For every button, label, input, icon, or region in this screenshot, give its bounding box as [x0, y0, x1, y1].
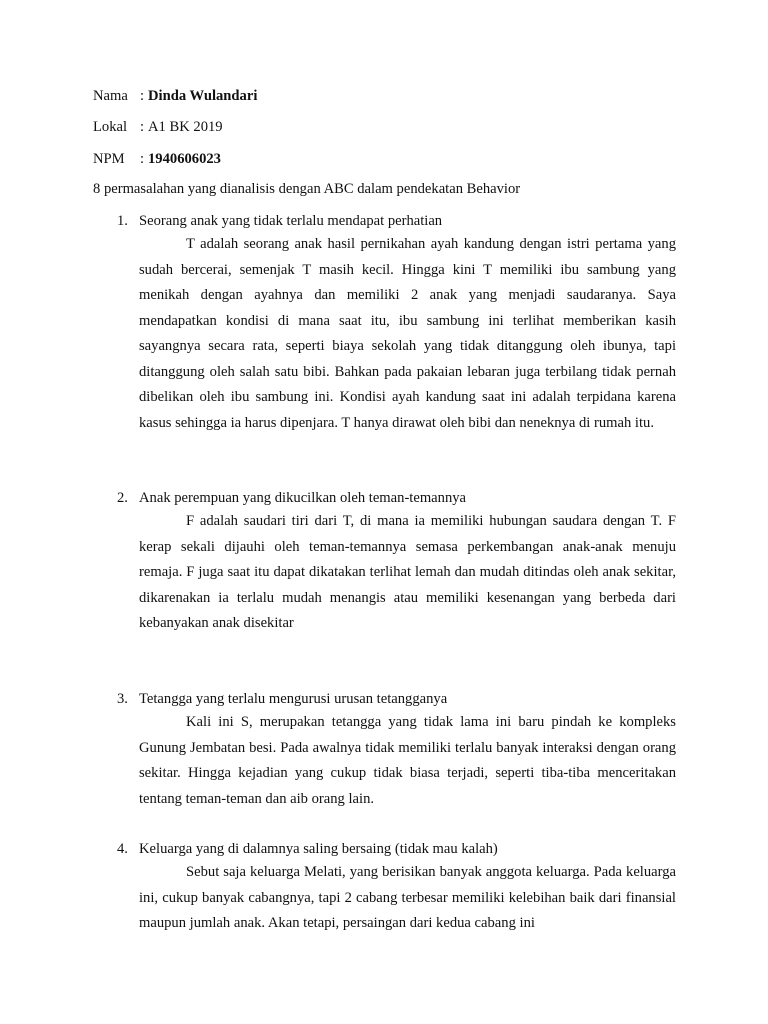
list-item-body: Sebut saja keluarga Melati, yang berisikan banyak anggota keluarga. Pada keluarga ini, cukup banyak cabangnya, tapi 2 cabang terbesar memiliki kelebihan baik dari finansial maupun jumlah anak. Akan tetapi, persaingan dari kedua cabang ini: [139, 864, 676, 931]
lokal-row: [93, 117, 223, 137]
list-item: [117, 210, 677, 451]
list-item-number: 4.: [117, 841, 128, 857]
list-item-body: F adalah saudari tiri dari T, di mana ia memiliki hubungan saudara dengan T. F kerap sekali dijauhi oleh teman-temannya semasa perkembangan anak-anak menuju remaja. F juga saat itu dapat dikatakan terlihat lemah dan mudah ditindas oleh anak sekitar, dikarenakan ia terlalu mudah menangis atau memiliki kesenangan yang berbeda dari kebanyakan anak disekitar: [139, 513, 676, 631]
list-item-heading: [117, 838, 677, 860]
list-item: [117, 487, 677, 651]
npm-value: 1940606023: [148, 151, 221, 167]
list-item-title: Tetangga yang terlalu mengurusi urusan tetangganya: [139, 691, 448, 707]
list-item-number: 3.: [117, 691, 128, 707]
list-item-number: 2.: [117, 490, 128, 506]
name-separator: :: [140, 88, 145, 104]
list-item-number: 1.: [117, 213, 128, 229]
list-item-heading: [117, 487, 677, 509]
list-item: [117, 838, 677, 951]
list-item: [117, 688, 677, 827]
list-item-title: Anak perempuan yang dikucilkan oleh teman-temannya: [139, 490, 467, 506]
name-row: [93, 86, 257, 106]
intro-paragraph: 8 permasalahan yang dianalisis dengan ABC dalam pendekatan Behavior: [93, 181, 521, 197]
lokal-separator: :: [140, 119, 145, 135]
lokal-label: Lokal: [93, 119, 128, 135]
list-item-title: Seorang anak yang tidak terlalu mendapat perhatian: [139, 213, 443, 229]
list-item-heading: [117, 688, 677, 710]
name-label: Nama: [93, 88, 128, 104]
list-item-body: Kali ini S, merupakan tetangga yang tidak lama ini baru pindah ke kompleks Gunung Jembatan besi. Pada awalnya tidak memiliki terlalu banyak interaksi dengan orang sekitar. Hingga kejadian yang cukup tidak biasa terjadi, seperti tiba-tiba menceritakan tentang teman-teman dan aib orang lain.: [139, 714, 676, 807]
lokal-value: A1 BK 2019: [148, 119, 223, 135]
npm-label: NPM: [93, 151, 125, 167]
name-value: Dinda Wulandari: [148, 88, 258, 104]
list-item-heading: [117, 210, 677, 232]
npm-separator: :: [140, 151, 145, 167]
list-item-title: Keluarga yang di dalamnya saling bersaing (tidak mau kalah): [139, 841, 498, 857]
npm-row: [93, 149, 221, 169]
list-item-body: T adalah seorang anak hasil pernikahan ayah kandung dengan istri pertama yang sudah bercerai, semenjak T masih kecil. Hingga kini T memiliki ibu sambung yang menikah dengan ayahnya dan memiliki 2 anak yang menjadi saudaranya. Saya mendapatkan kondisi di mana saat itu, ibu sambung ini terlihat memberikan kasih sayangnya secara rata, seperti biaya sekolah yang tidak ditanggung oleh ibunya, tapi ditanggung oleh salah satu bibi. Bahkan pada pakaian lebaran juga terbilang tidak pernah dibelikan oleh ibu sambung ini. Kondisi ayah kandung saat ini adalah terpidana karena kasus sehingga ia harus dipenjara. T hanya dirawat oleh bibi dan neneknya di rumah itu.: [139, 236, 676, 431]
